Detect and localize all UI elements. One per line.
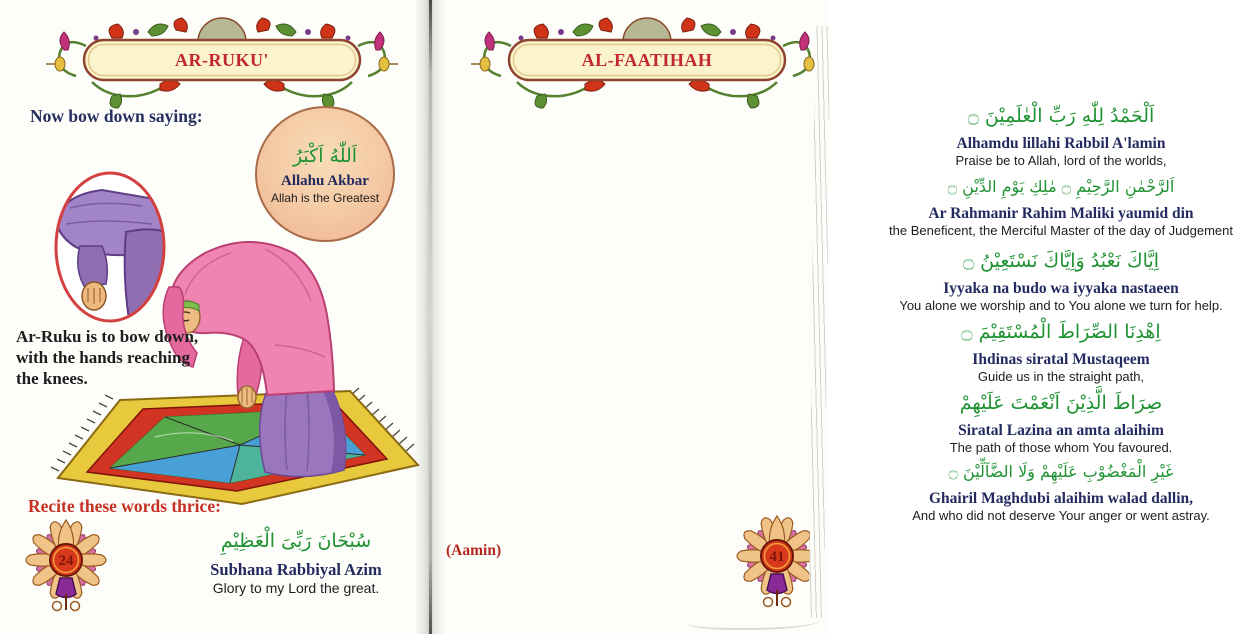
- takbir-transliteration: Allahu Akbar: [281, 172, 369, 189]
- left-page-header-banner: [52, 20, 392, 110]
- tasbih-transliteration: Subhana Rabbiyal Azim: [210, 560, 382, 579]
- verse-1: [878, 100, 1244, 168]
- verse-translation: The path of those whom You favoured.: [949, 440, 1173, 455]
- verse-transliteration: Ihdinas siratal Mustaqeem: [972, 351, 1150, 368]
- recite-label: Recite these words thrice:: [28, 496, 221, 516]
- verse-transliteration: Iyyaka na budo wa iyyaka nastaeen: [943, 280, 1179, 297]
- right-page: [432, 0, 1233, 634]
- ruku-description: [16, 326, 236, 389]
- book-spine-line: [429, 0, 432, 634]
- verse-arabic: اِيَّاكَ نَعْبُدُ وَاِيَّاكَ نَسْتَعِيْنُ ۝: [962, 250, 1159, 272]
- ruku-description-line: the knees.: [16, 369, 88, 388]
- verse-2: [878, 170, 1244, 238]
- right-page-header-banner: [477, 20, 817, 110]
- right-page-number: 41: [769, 549, 785, 565]
- verse-transliteration: Siratal Lazina an amta alaihim: [958, 422, 1164, 439]
- takbir-badge: [255, 106, 395, 242]
- left-page-title: AR-RUKU': [175, 50, 269, 70]
- verse-translation: Praise be to Allah, lord of the worlds,: [955, 153, 1167, 168]
- verse-arabic: صِرَاطَ الَّذِيْنَ اَنْعَمْتَ عَلَيْهِمْ: [959, 392, 1163, 414]
- tasbih-block: [178, 524, 414, 597]
- verse-transliteration: Alhamdu lillahi Rabbil A'lamin: [956, 135, 1166, 152]
- verse-4: [878, 316, 1244, 384]
- instruction-text: Now bow down saying:: [30, 106, 203, 126]
- ruku-description-line: Ar-Ruku is to bow down,: [16, 327, 199, 346]
- left-page-number: 24: [58, 553, 74, 569]
- verse-6: [878, 455, 1244, 523]
- verse-transliteration: Ghairil Maghdubi alaihim walad dallin,: [929, 490, 1193, 507]
- verse-translation: And who did not deserve Your anger or went astray.: [912, 508, 1210, 523]
- takbir-arabic: اَللّٰهُ اَكْبَرُ: [292, 144, 358, 167]
- takbir-translation: Allah is the Greatest: [270, 190, 380, 205]
- verse-arabic: اَلْحَمْدُ لِلّٰهِ رَبِّ الْعٰلَمِيْنَ ۝: [967, 105, 1155, 127]
- verse-translation: the Beneficent, the Merciful Master of the day of Judgement: [889, 223, 1233, 238]
- prayer-mat-graphic: [51, 388, 418, 504]
- verse-arabic: اِهْدِنَا الصِّرَاطَ الْمُسْتَقِيْمَ ۝: [961, 321, 1161, 343]
- verse-arabic: غَيْرِ الْمَغْضُوْبِ عَلَيْهِمْ وَلَا الضَّآلِّيْنَ ۝: [948, 462, 1174, 481]
- left-page: [0, 0, 420, 634]
- verse-translation: Guide us in the straight path,: [977, 369, 1145, 384]
- verse-arabic: اَلرَّحْمٰنِ الرَّحِيْمِ ۝ مٰلِكِ يَوْمِ الدِّيْنِ ۝: [947, 177, 1175, 196]
- aamin-label: (Aamin): [446, 542, 502, 559]
- page-number-ornament-left: [20, 518, 112, 624]
- verse-5: [878, 387, 1244, 455]
- tasbih-translation: Glory to my Lord the great.: [212, 580, 380, 596]
- ruku-description-line: with the hands reaching: [16, 348, 190, 367]
- verse-3: [878, 245, 1244, 313]
- verse-translation: You alone we worship and to You alone we turn for help.: [899, 298, 1223, 313]
- verse-transliteration: Ar Rahmanir Rahim Maliki yaumid din: [928, 205, 1194, 222]
- tasbih-arabic: سُبْحَانَ رَبِّىَ الْعَظِيْمِ: [220, 530, 372, 552]
- right-page-title: AL-FAATIHAH: [581, 50, 713, 70]
